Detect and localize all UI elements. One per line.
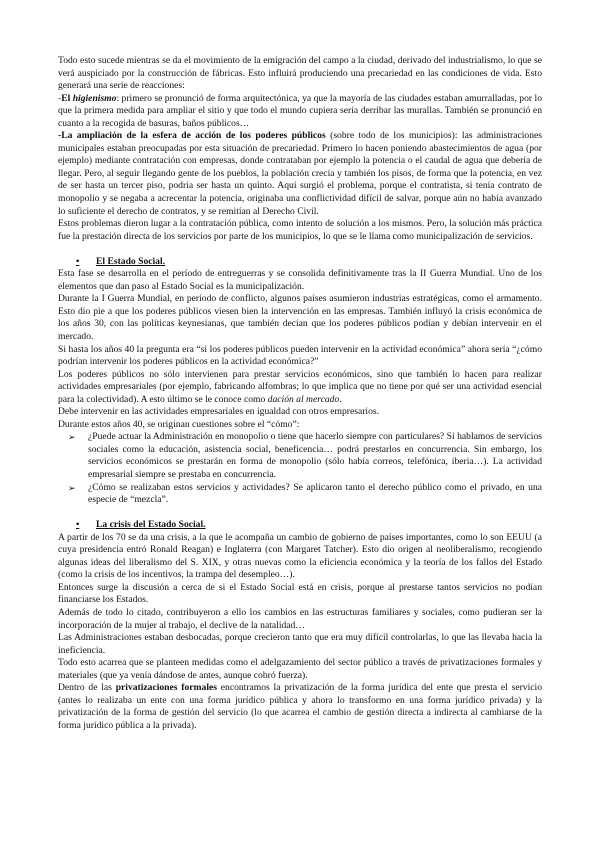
paragraph-text-end: . — [339, 393, 342, 405]
section2-paragraph-5: Todo esto acarrea que se planteen medidas como el adelgazamiento del sector público a través de privatizaciones formales y materiales (que ya venía dándose de antes, aunque cobró fuerza). — [58, 657, 542, 681]
bullet-icon: • — [76, 519, 80, 531]
dacion-al-mercado-term: dación al mercado — [267, 393, 340, 405]
paragraph-text: Dentro de las — [58, 682, 116, 694]
arrow-bullet-icon: ➢ — [68, 482, 76, 493]
section-heading-estado-social — [58, 256, 542, 269]
section1-paragraph-1: Esta fase se desarrolla en el período de entreguerras y se consolida definitivamente tras la II Guerra Mundial. Uno de los elementos que dan paso al Estado Social es la municipalización. — [58, 268, 542, 292]
list-item — [58, 431, 542, 481]
section1-paragraph-6: Durante estos años 40, se originan cuestiones sobre el “cómo”: — [58, 418, 300, 430]
ampliacion-title: -La ampliación de la esfera de acción de los poderes públicos — [58, 130, 326, 142]
higienismo-text: : primero se pronunció de forma arquitectónica, ya que la mayoría de las ciudades estaban amurralladas, por lo que la primera medida para ampliar el sitio y que todo el mundo cupiera sería derribar las murallas. También se pronunció en cuanto a la recogida de basuras, baños públicos… — [58, 92, 542, 129]
bullet-icon: • — [76, 255, 80, 267]
document-page — [58, 55, 542, 732]
paragraph-text: Los poderes públicos no sólo intervienen para prestar servicios económicos, sino que también lo hacen para realizar actividades empresariales (por ejemplo, fabricando alfombras; lo que implica que no tiene por qué ser una actividad esencial para la colectividad). A esto último se le conoce como — [58, 368, 542, 405]
list-item-text: ¿Puede actuar la Administración en monopolio o tiene que hacerlo siempre con particulares? Si hablamos de servicios sociales como la educación, asistencia social, beneficencia… podrá prestarlos en concurrencia. Sin embargo, los servicios económicos se prestarán en forma de monopolio (sólo había correos, telefónica, iberia…). La actividad empresarial siempre se prestaba en concurrencia. — [88, 431, 542, 480]
section2-paragraph-2: Entonces surge la discusión a cerca de si el Estado Social está en crisis, porque al prestarse tantos servicios no podían financiarse los Estados. — [58, 581, 542, 606]
list-item-text: ¿Cómo se realizaban estos servicios y actividades? Se aplicaron tanto el derecho público como el privado, en una especie de “mezcla”. — [88, 481, 542, 506]
section-title: La crisis del Estado Social. — [96, 519, 206, 531]
section2-paragraph-6 — [58, 682, 542, 732]
higienismo-term: higienismo — [72, 92, 117, 104]
section-title: El Estado Social. — [96, 255, 166, 267]
intro-paragraph-4: Estos problemas dieron lugar a la contratación pública, como intento de solución a los mismos. Pero, la solución más práctica fue la prestación directa de los servicios por parte de los municipios, lo que se le llama como municipalización de servicios. — [58, 218, 542, 242]
section2-paragraph-1: A partir de los 70 se da una crisis, a la que le acompaña un cambio de gobierno de países importantes, como lo son EEUU (a cuya presidencia entró Ronald Reagan) e Inglaterra (con Margaret Tatcher). Esto dio origen al neoliberalismo, recogiendo algunas ideas del liberalismo del S. XIX, y otras nuevas como la eficiencia económica y la teoría de los fallos del Estado (como la crisis de los incentivos, la trampa del desempleo…). — [58, 531, 542, 581]
section1-paragraph-5: Debe intervenir en las actividades empresariales en igualdad con otros empresarios. — [58, 406, 380, 418]
section2-paragraph-4: Las Administraciones estaban desbocadas, porque crecieron tanto que era muy difícil controlarlas, lo que las llevaba hacia la ineficiencia. — [58, 632, 542, 656]
intro-paragraph-1: Todo esto sucede mientras se da el movimiento de la emigración del campo a la ciudad, derivado del industrialismo, lo que se verá auspiciado por la construcción de fábricas. Esto influirá produciendo una precariedad en las condiciones de vida. Esto generará una serie de reacciones: — [58, 55, 542, 92]
section1-paragraph-4 — [58, 369, 542, 407]
arrow-bullet-icon: ➢ — [68, 432, 76, 443]
section-heading-crisis — [58, 519, 542, 532]
section2-paragraph-3: Además de todo lo citado, contribuyeron a ello los cambios en las estructuras familiares y sociales, como pudieran ser la incorporación de la mujer al trabajo, el declive de la natalidad… — [58, 606, 542, 631]
spacer — [58, 507, 542, 520]
section1-paragraph-3: Si hasta los años 40 la pregunta era “si los poderes públicos pueden intervenir en la actividad económica” ahora sería “¿cómo podrían intervenir los poderes públicos en la actividad económica?” — [58, 343, 542, 368]
higienismo-dash: - — [58, 92, 62, 104]
ampliacion-paragraph — [58, 130, 542, 218]
higienismo-paragraph — [58, 93, 542, 131]
section1-paragraph-2: Durante la I Guerra Mundial, en período de conflicto, algunos países asumieron industrias estratégicas, como el armamento. Esto dio pie a que los poderes públicos viesen bien la intervención en las empresas. También influyó la crisis económica de los años 30, con las políticas keynesianas, que también decían que los poderes públicos podían y debían intervenir en el mercado. — [58, 293, 542, 342]
ampliacion-text: (sobre todo de los municipios): las administraciones municipales estaban preocupadas por esta situación de precariedad. Primero lo hacen poniendo abastecimientos de agua (por ejemplo) mediante contratación con empresas, donde contrataban por ejemplo la potencia o el caudal de agua que debería de llegar. Pero, al seguir llegando gente de los pueblos, la población crecía y también los pisos, de forma que la potencia, en vez de ser hasta un tercer piso, podría ser hasta un quinto. Aquí surgió el problema, porque el contratista, si tenía contrato de monopolio y se negaba a acrecentar la potencia, originaba una conflictividad difícil de salvar, porque aún no había avanzado lo suficiente el derecho de contratos, y se remitían al Derecho Civil. — [58, 130, 542, 217]
spacer — [58, 243, 542, 256]
paragraph-text-end: encontramos la privatización de la forma jurídica del ente que presta el servicio (antes lo realizaba un ente con una forma jurídico pública y ahora lo transformo en una forma jurídico privada) y la privatización de la forma de gestión del servicio (lo que acarrea el cambio de gestión directa a indirecta al cambiarse de la forma jurídico pública a la privada). — [58, 682, 542, 731]
privatizaciones-formales-term: privatizaciones formales — [115, 682, 217, 694]
list-item — [58, 482, 542, 507]
higienismo-article: El — [61, 92, 73, 104]
